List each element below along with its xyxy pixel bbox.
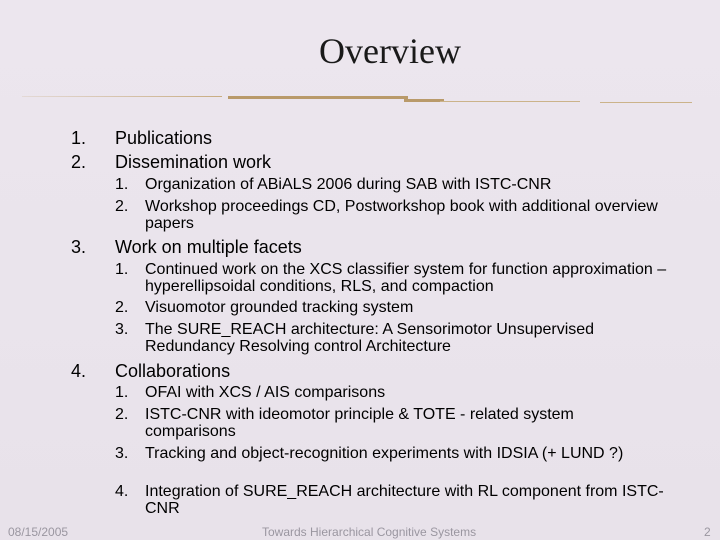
page-number: 2: [704, 525, 711, 539]
footer-title: Towards Hierarchical Cognitive Systems: [262, 525, 477, 539]
item-number: 2.: [115, 299, 129, 316]
item-text: ISTC-CNR with ideomotor principle & TOTE - related system comparisons: [145, 406, 574, 440]
title-divider: [228, 96, 408, 99]
item-number: 1.: [115, 261, 129, 278]
title-divider: [600, 102, 692, 103]
title-divider: [22, 96, 222, 97]
item-text: Organization of ABiALS 2006 during SAB with ISTC-CNR: [145, 176, 552, 193]
item-number: 1.: [71, 128, 87, 148]
item-number: 1.: [115, 384, 129, 401]
title-divider: [440, 101, 580, 102]
item-text: Work on multiple facets: [115, 237, 302, 257]
footer-date: 08/15/2005: [8, 525, 69, 539]
item-text: Integration of SURE_REACH architecture with RL component from ISTC-CNR: [145, 483, 664, 517]
item-number: 2.: [71, 152, 87, 172]
item-text: Tracking and object-recognition experiments with IDSIA (+ LUND ?): [145, 445, 624, 462]
item-text: Publications: [115, 128, 213, 148]
item-number: 1.: [115, 176, 129, 193]
title-divider: [404, 99, 444, 102]
item-number: 4.: [71, 361, 87, 381]
item-text: Dissemination work: [115, 152, 272, 172]
item-text: Workshop proceedings CD, Postworkshop book with additional overview papers: [145, 198, 658, 232]
item-number: 3.: [115, 321, 129, 338]
item-text: Collaborations: [115, 361, 231, 381]
item-text: Continued work on the XCS classifier system for function approximation – hyperellipsoidal conditions, RLS, and compaction: [145, 261, 667, 295]
item-text: Visuomotor grounded tracking system: [145, 299, 414, 316]
item-number: 3.: [115, 445, 129, 462]
item-number: 2.: [115, 198, 129, 215]
item-number: 2.: [115, 406, 129, 423]
slide-title: Overview: [319, 31, 461, 71]
item-text: OFAI with XCS / AIS comparisons: [145, 384, 386, 401]
item-number: 3.: [71, 237, 87, 257]
item-text: The SURE_REACH architecture: A Sensorimotor Unsupervised Redundancy Resolving control Architecture: [145, 321, 595, 355]
item-number: 4.: [115, 483, 129, 500]
